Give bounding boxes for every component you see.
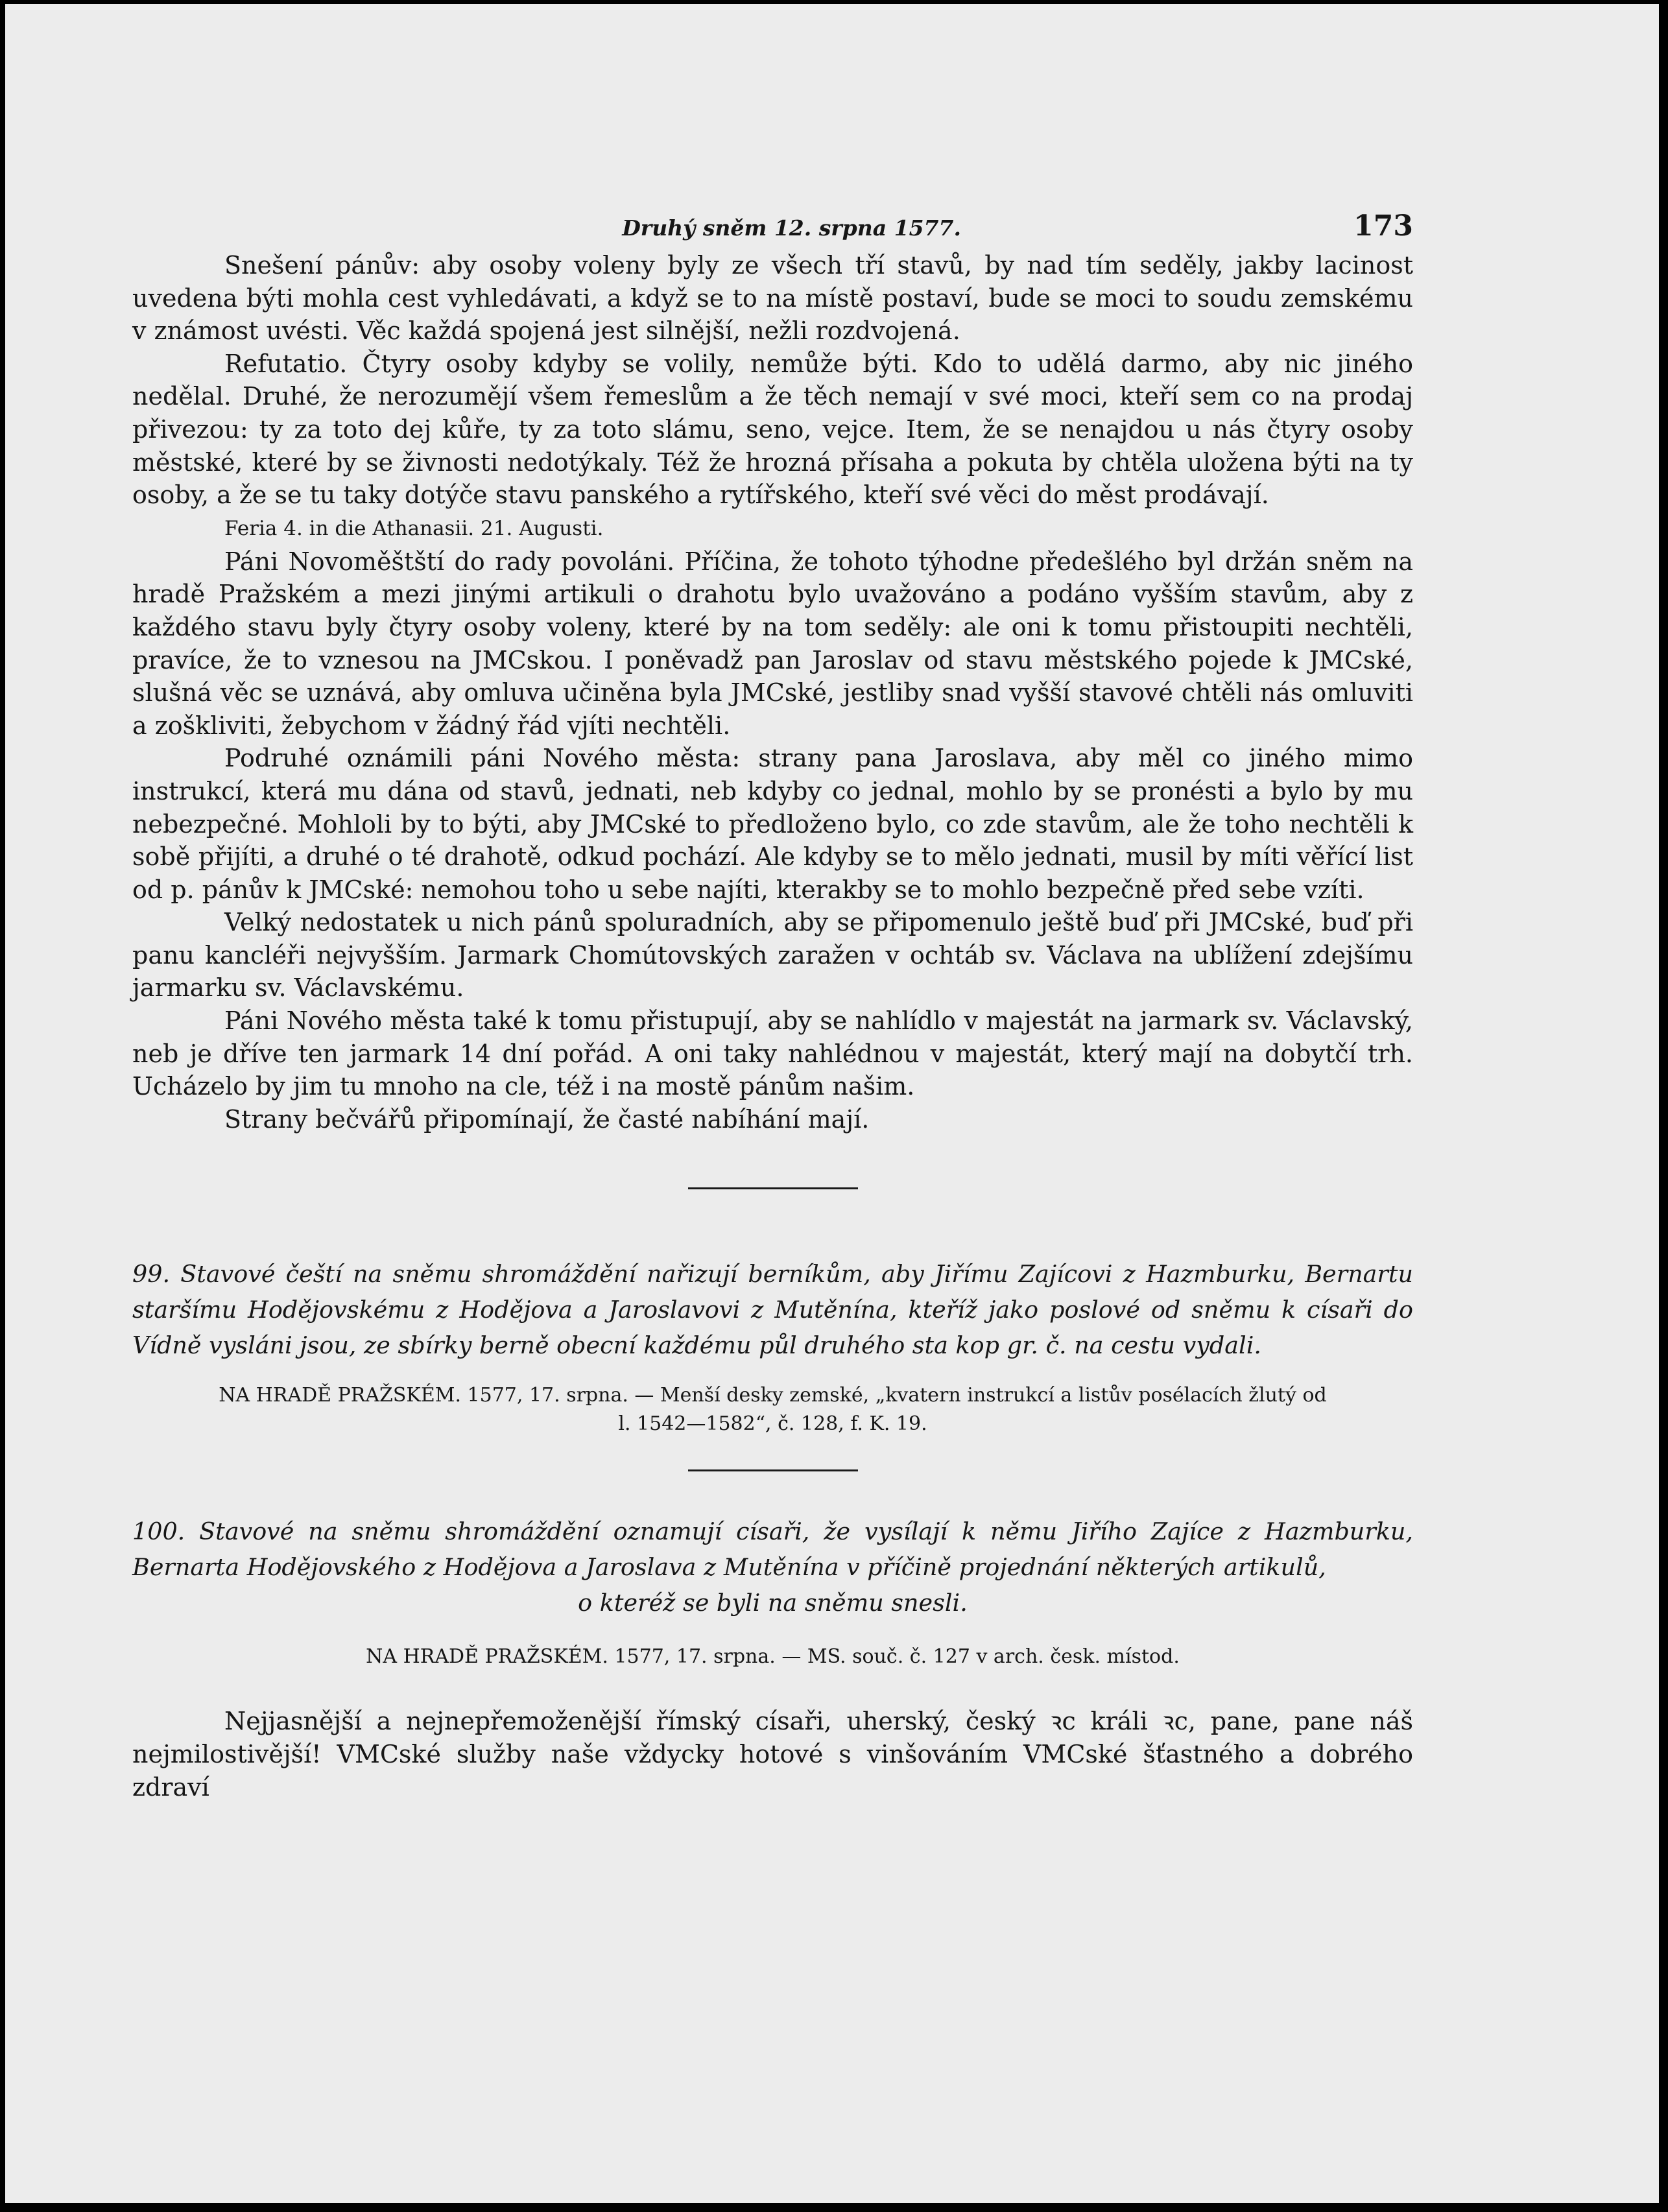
section-divider-2 <box>688 1469 858 1471</box>
running-head-title: Druhý sněm 12. srpna 1577. <box>622 215 961 241</box>
paragraph-becvari: Strany bečvářů připomínají, že časté nabíhání mají. <box>224 1104 870 1134</box>
document-100-regest-main: 100. Stavové na sněmu shromáždění oznamují císaři, že vysílají k němu Jiřího Zajíce z Hazmburku, Bernarta Hodějovského z Hodějova a Jaroslava z Mutěnína v příčině projednání některých artikulů, <box>132 1517 1413 1582</box>
paragraph-podruhe: Podruhé oznámili páni Nového města: strany pana Jaroslava, aby měl co jiného mimo instrukcí, která mu dána od stavů, jednati, neb kdyby co jednal, mohlo by se pronésti a bylo by mu nebezpečné. Mohloli by to býti, aby JMCské to předloženo bylo, co zde stavům, ale že toho nechtěli k sobě přijíti, a druhé o té drahotě, odkud pochází. Ale kdyby se to mělo jednati, musil by míti věřící list od p. pánův k JMCské: nemohou toho u sebe najíti, kterakby se to mohlo bezpečně před sebe vzíti. <box>132 744 1413 904</box>
page-content <box>132 210 1413 1803</box>
date-line: Feria 4. in die Athanasii. 21. Augusti. <box>224 516 604 540</box>
document-99-source-line2: l. 1542—1582“, č. 128, f. K. 19. <box>618 1412 927 1436</box>
document-100-regest-last: o kteréž se byli na sněmu snesli. <box>578 1589 968 1617</box>
book-page <box>5 4 1659 2203</box>
document-99-regest: 99. Stavové čeští na sněmu shromáždění nařizují berníkům, aby Jiřímu Zajícovi z Hazmburku, Bernartu staršímu Hodějovskému z Hodějova a Jaroslavovi z Mutěnína, kteříž jako poslové od sněmu k císaři do Vídně vysláni jsou, ze sbírky berně obecní každému půl druhého sta kop gr. č. na cestu vydali. <box>132 1260 1413 1360</box>
page-number: 173 <box>1353 209 1413 243</box>
section-divider <box>688 1187 858 1189</box>
document-100-source: NA HRADĚ PRAŽSKÉM. 1577, 17. srpna. — MS. souč. č. 127 v arch. česk. místod. <box>366 1645 1180 1669</box>
paragraph-refutatio: Refutatio. Čtyry osoby kdyby se volily, nemůže býti. Kdo to udělá darmo, aby nic jiného nedělal. Druhé, že nerozumějí všem řemeslům a že těch nemají v své moci, kteří sem co na prodaj přivezou: ty za toto dej kůře, ty za toto slámu, seno, vejce. Item, že se nenajdou u nás čtyry osoby městské, které by se živnosti nedotýkaly. Též že hrozná přísaha a pokuta by chtěla uložena býti na ty osoby, a že se tu taky dotýče stavu panského a rytířského, kteří své věci do měst prodávají. <box>132 349 1413 510</box>
document-99-source-line1: NA HRADĚ PRAŽSKÉM. 1577, 17. srpna. — Menší desky zemské, „kvatern instrukcí a listův posélacích žlutý od <box>219 1384 1327 1407</box>
letter-opening: Nejjasnější a nejnepřemoženější římský císaři, uherský, český ꝛc králi ꝛc, pane, pane náš nejmilostivější! VMCské služby naše vždycky hotové s vinšováním VMCské šťastného a dobrého zdraví <box>132 1707 1413 1802</box>
document-99-source <box>132 1381 1413 1438</box>
paragraph-snešení: Snešení pánův: aby osoby voleny byly ze všech tří stavů, by nad tím seděly, jakby lacinost uvedena býti mohla cest vyhledávati, a když se to na místě postaví, bude se moci to soudu zemskému v známost uvésti. Věc každá spojená jest silnější, nežli rozdvojená. <box>132 251 1413 346</box>
paragraph-novomeststi: Páni Novoměštští do rady povoláni. Příčina, že tohoto týhodne předešlého byl držán sněm na hradě Pražském a mezi jinými artikuli o drahotu bylo uvažováno a podáno vyšším stavům, aby z každého stavu byly čtyry osoby voleny, které by na tom seděly: ale oni k tomu přistoupiti nechtěli, pravíce, že to vznesou na JMCskou. I poněvadž pan Jaroslav od stavu městského pojede k JMCské, slušná věc se uznává, aby omluva učiněna byla JMCské, jestliby snad vyšší stavové chtěli nás omluviti a zoškliviti, žebychom v žádný řád vjíti nechtěli. <box>132 547 1413 740</box>
running-head <box>132 210 1413 249</box>
document-100-regest <box>132 1514 1413 1621</box>
paragraph-nedostatek: Velký nedostatek u nich pánů spoluradních, aby se připomenulo ještě buď při JMCské, buď při panu kancléři nejvyšším. Jarmark Chomútovských zaražen v ochtáb sv. Václava na ublížení zdejšímu jarmarku sv. Václavskému. <box>132 908 1413 1003</box>
paragraph-jarmark: Páni Nového města také k tomu přistupují, aby se nahlídlo v majestát na jarmark sv. Václavský, neb je dříve ten jarmark 14 dní pořád. A oni taky nahlédnou v majestát, který mají na dobytčí trh. Ucházelo by jim tu mnoho na cle, též i na mostě pánům našim. <box>132 1006 1413 1101</box>
